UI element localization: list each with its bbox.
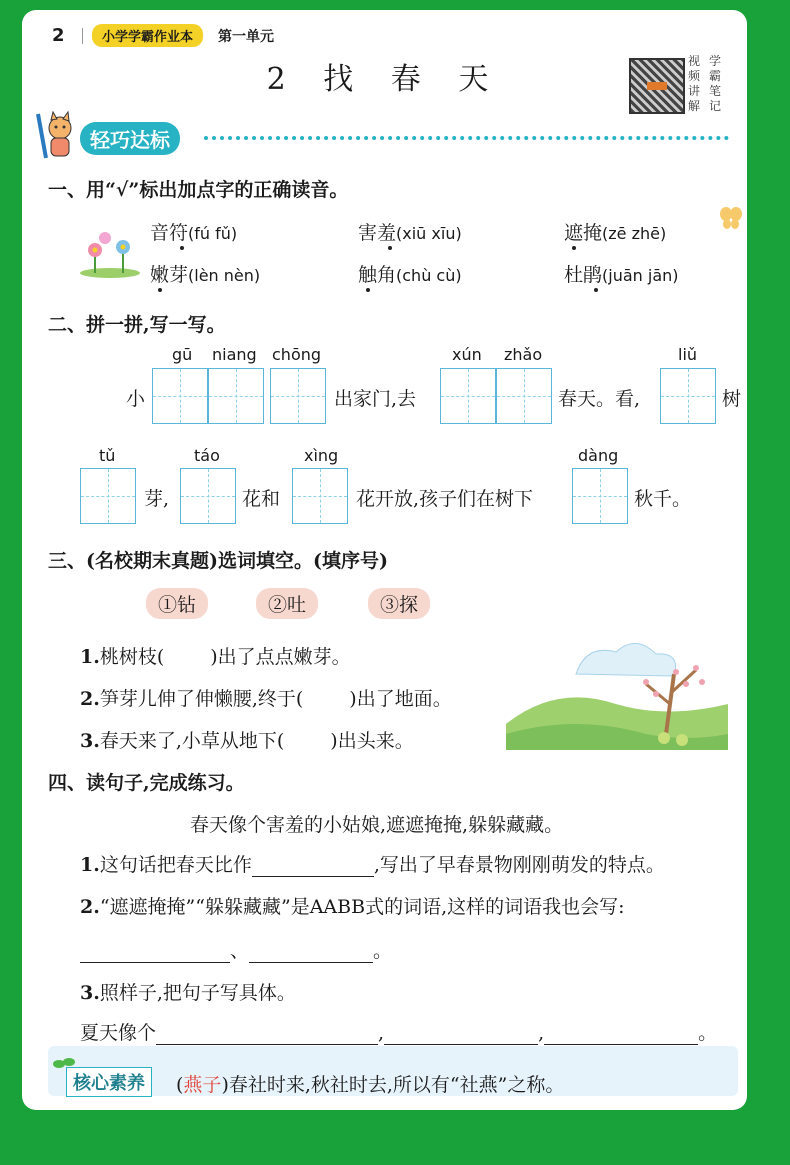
s4-question-3: 3.照样子,把句子写具体。 [80, 982, 296, 1004]
highlight-word: 燕子 [183, 1074, 222, 1096]
write-box-tao[interactable] [180, 468, 236, 524]
emphasis-dot [572, 246, 576, 250]
choice-zuan: ①钻 [146, 588, 208, 619]
item-dujuan: 杜鹃(juān jān) [564, 264, 679, 286]
section-3-title: 三、(名校期末真题)选词填空。(填序号) [48, 550, 388, 572]
s4-q3-answer: 夏天像个 , , 。 [80, 1022, 718, 1044]
pinyin-tu: tǔ [99, 446, 116, 465]
header-divider [82, 28, 83, 44]
pinyin-chong: chōng [272, 345, 322, 364]
row1-text-xiao: 小 [126, 388, 146, 410]
cat-mascot-icon [32, 110, 76, 162]
core-literacy-badge: 核心素养 [66, 1067, 152, 1097]
write-box-tu[interactable] [80, 468, 136, 524]
s3-question-3: 3.春天来了,小草从地下( )出头来。 [80, 730, 414, 752]
pinyin-niang: niang [212, 345, 257, 364]
answer-line[interactable] [252, 854, 374, 877]
row2-text-huahe: 花和 [242, 488, 281, 510]
emphasis-dot [366, 288, 370, 292]
unit-label: 第一单元 [218, 29, 274, 45]
item-zheyan: 遮掩(zē zhē) [564, 222, 667, 244]
notes-label: 学 霸 笔 记 [708, 54, 721, 113]
row1-text-chuntian: 春天。看, [558, 388, 641, 410]
pinyin-zhao: zhǎo [504, 345, 543, 364]
pinyin-liu: liǔ [678, 345, 698, 364]
item-haixiu: 害羞(xiū xīu) [358, 222, 462, 244]
pinyin-xing: xìng [304, 446, 339, 465]
pinyin-tao: táo [194, 446, 220, 465]
item-yinfu: 音符(fú fǔ) [150, 222, 238, 244]
pinyin-xun: xún [452, 345, 482, 364]
reading-sentence: 春天像个害羞的小姑娘,遮遮掩掩,躲躲藏藏。 [190, 814, 564, 836]
flowers-icon [77, 218, 143, 278]
section-1-title: 一、用“√”标出加点字的正确读音。 [48, 179, 349, 201]
write-box-xun[interactable] [440, 368, 496, 424]
s3-question-2: 2.笋芽儿伸了伸懒腰,终于( )出了地面。 [80, 688, 452, 710]
s3-question-1: 1.桃树枝( )出了点点嫩芽。 [80, 646, 351, 668]
section-2-title: 二、拼一拼,写一写。 [48, 314, 226, 336]
section-banner: 轻巧达标 [80, 122, 180, 155]
pinyin-dang: dàng [578, 446, 619, 465]
butterfly-icon [718, 205, 744, 231]
answer-line[interactable] [80, 940, 230, 963]
lesson-title: 2 找 春 天 [266, 62, 503, 97]
answer-line[interactable] [249, 940, 373, 963]
row2-text-huakai: 花开放,孩子们在树下 [356, 488, 534, 510]
answer-line[interactable] [156, 1022, 378, 1045]
section-4-title: 四、读句子,完成练习。 [48, 772, 245, 794]
page-number: 2 [52, 25, 65, 46]
item-chujiao: 触角(chù cù) [358, 264, 462, 286]
item-nenya: 嫩芽(lèn nèn) [150, 264, 261, 286]
s4-q2-answers: 、 。 [80, 936, 392, 963]
row2-text-qiuqian: 秋千。 [634, 488, 692, 510]
write-box-dang[interactable] [572, 468, 628, 524]
emphasis-dot [388, 246, 392, 250]
emphasis-dot [594, 288, 598, 292]
banner-dotted-line [204, 136, 729, 140]
write-box-zhao[interactable] [496, 368, 552, 424]
video-label: 视 频 讲 解 [687, 54, 700, 113]
choice-tan: ③探 [368, 588, 430, 619]
qr-code[interactable] [629, 58, 685, 114]
pinyin-gu: gū [172, 345, 193, 364]
emphasis-dot [180, 246, 184, 250]
write-box-xing[interactable] [292, 468, 348, 524]
row1-text-chu: 出家门,去 [334, 388, 417, 410]
write-box-gu[interactable] [152, 368, 208, 424]
answer-line[interactable] [384, 1022, 538, 1045]
spring-landscape-illustration [506, 634, 728, 750]
emphasis-dot [158, 288, 162, 292]
choice-tu: ②吐 [256, 588, 318, 619]
write-box-liu[interactable] [660, 368, 716, 424]
row2-text-ya: 芽, [144, 488, 170, 510]
write-box-niang[interactable] [208, 368, 264, 424]
s4-question-1: 1.这句话把春天比作 ,写出了早春景物刚刚萌发的特点。 [80, 854, 665, 876]
row1-text-shu: 树 [722, 388, 742, 410]
s4-question-2: 2.“遮遮掩掩”“躲躲藏藏”是AABB式的词语,这样的词语我也会写: [80, 896, 625, 918]
core-literacy-text: (燕子)春社时来,秋社时去,所以有“社燕”之称。 [176, 1074, 565, 1096]
worksheet-page [22, 10, 747, 1110]
answer-line[interactable] [544, 1022, 698, 1045]
book-name-badge: 小学学霸作业本 [92, 24, 203, 47]
write-box-chong[interactable] [270, 368, 326, 424]
